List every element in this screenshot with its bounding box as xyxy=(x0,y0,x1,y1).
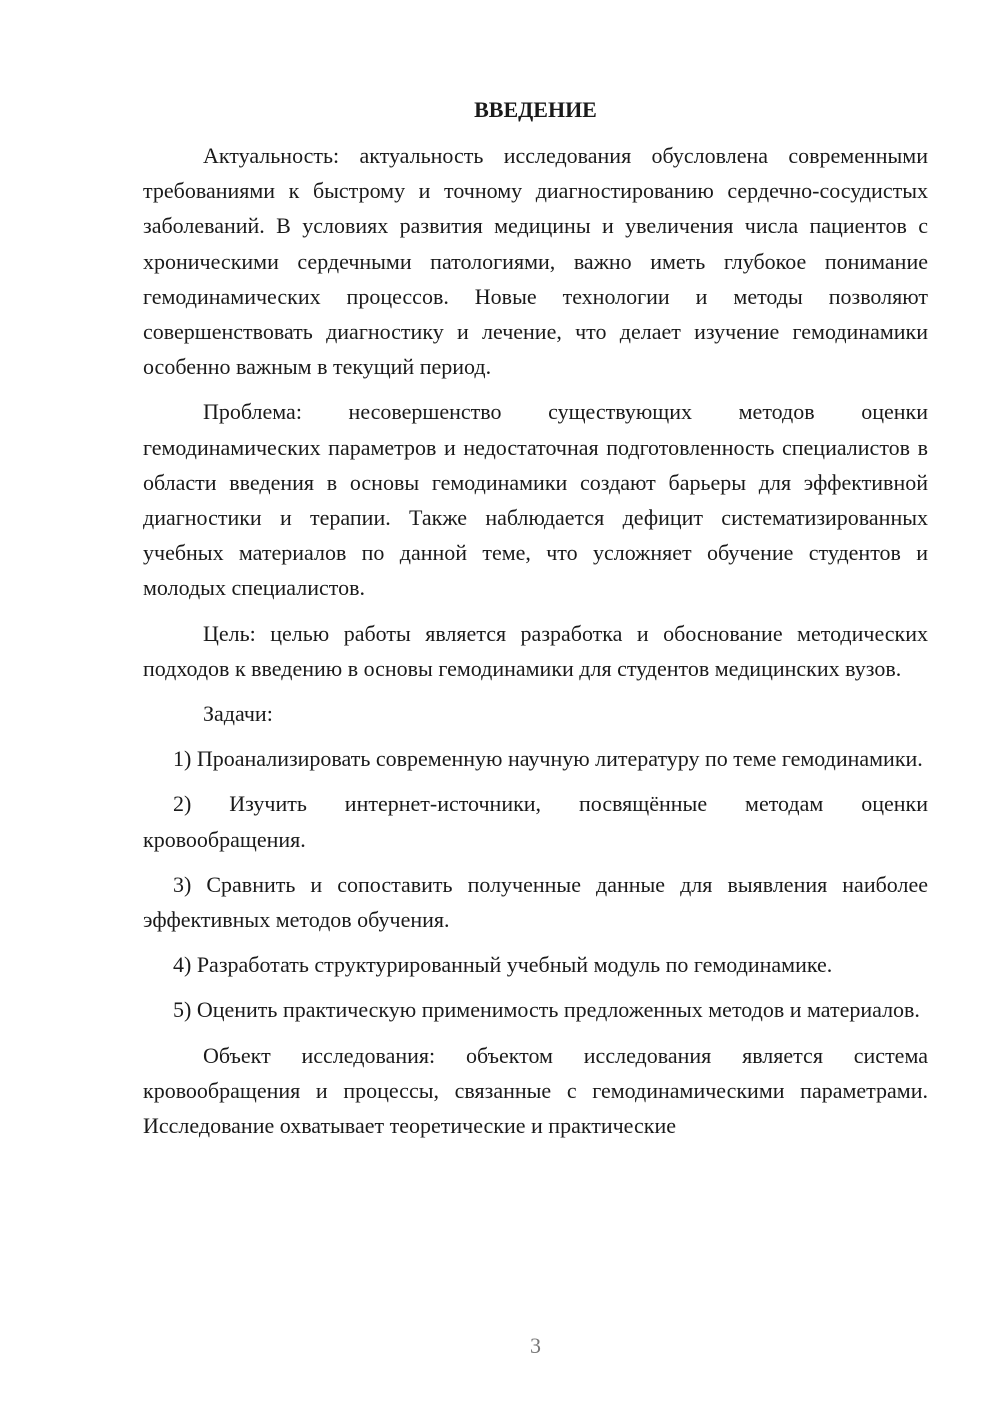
task-item-4: 4) Разработать структурированный учебный модуль по гемодинамике. xyxy=(173,952,833,978)
page-number: 3 xyxy=(530,1333,541,1358)
task-item-1: 1) Проанализировать современную научную литературу по теме гемодинамики. xyxy=(173,746,923,772)
section-heading: ВВЕДЕНИЕ xyxy=(474,97,597,122)
tasks-label: Задачи: xyxy=(203,701,273,727)
problem-paragraph: Проблема: несовершенство существующих методов оценки гемодинамических параметров и недостаточная подготовленность специалистов в области введения в основы гемодинамики создают барьеры для эффективной диагностики и терапии. Также наблюдается дефицит систематизированных учебных материалов по данной теме, что усложняет обучение студентов и молодых специалистов. xyxy=(143,399,928,601)
relevance-paragraph: Актуальность: актуальность исследования обусловлена современными требованиями к быстрому и точному диагностированию сердечно-сосудистых заболеваний. В условиях развития медицины и увеличения числа пациентов с хроническими сердечными патологиями, важно иметь глубокое понимание гемодинамических процессов. Новые технологии и методы позволяют совершенствовать диагностику и лечение, что делает изучение гемодинамики особенно важным в текущий период. xyxy=(143,143,928,380)
task-item-3: 3) Сравнить и сопоставить полученные данные для выявления наиболее эффективных методов обучения. xyxy=(143,871,928,933)
task-item-2: 2) Изучить интернет-источники, посвящённые методам оценки кровообращения. xyxy=(143,791,928,852)
document-page xyxy=(143,94,928,1153)
task-item-5: 5) Оценить практическую применимость предложенных методов и материалов. xyxy=(173,997,920,1023)
object-paragraph: Объект исследования: объектом исследования является система кровообращения и процессы, связанные с гемодинамическими параметрами. Исследование охватывает теоретические и практические xyxy=(143,1042,928,1139)
goal-paragraph: Цель: целью работы является разработка и обоснование методических подходов к введению в основы гемодинамики для студентов медицинских вузов. xyxy=(143,620,928,681)
